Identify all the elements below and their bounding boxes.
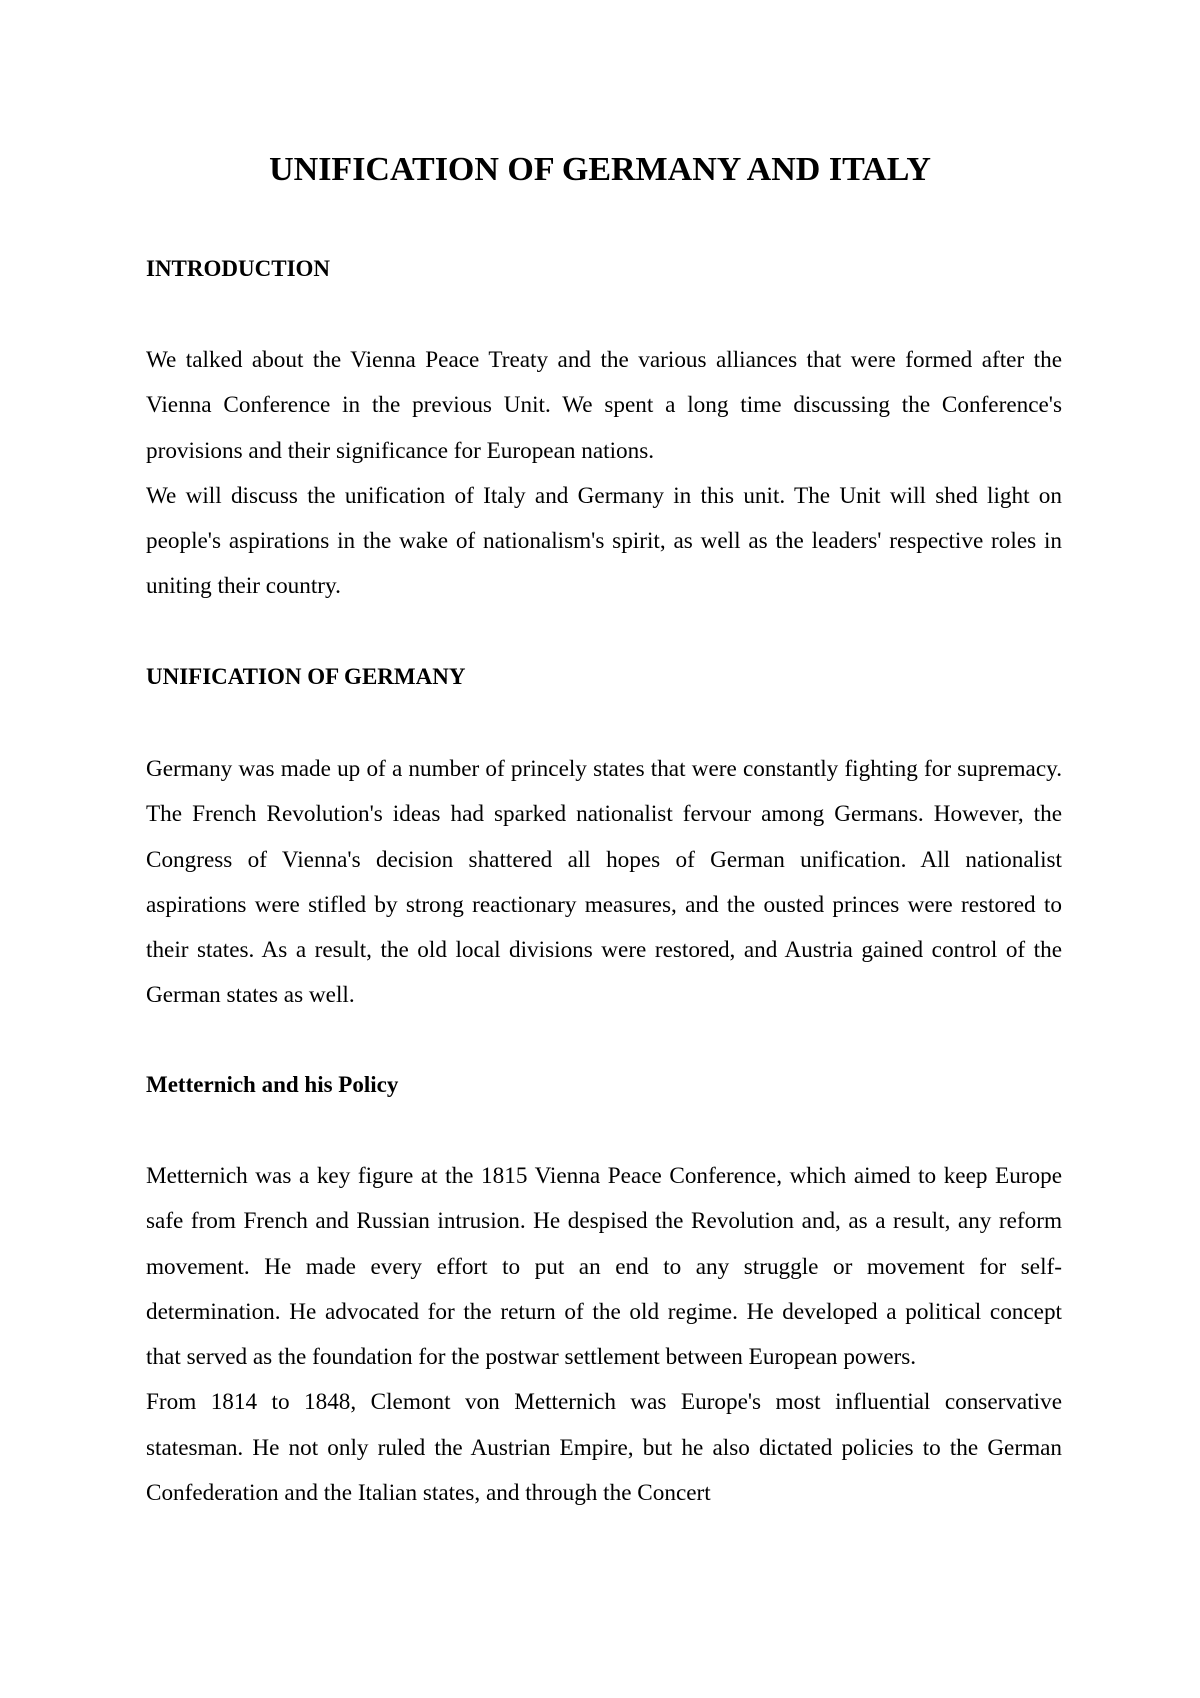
paragraph: Metternich was a key figure at the 1815 Vienna Peace Conference, which aimed to keep Europe safe from French and Russian intrusion. He despised the Revolution and, as a result, any reform movement. He made every effort to put an end to any struggle or movement for self-determination. He advocated for the return of the old regime. He developed a political concept that served as the foundation for the postwar settlement between European powers. bbox=[146, 1163, 1062, 1371]
section-heading-unification-of-germany: UNIFICATION OF GERMANY bbox=[146, 664, 466, 689]
section-body-metternich bbox=[146, 1154, 1062, 1516]
paragraph: From 1814 to 1848, Clemont von Metternich was Europe's most influential conservative statesman. He not only ruled the Austrian Empire, but he also dictated policies to the German Confederation and the Italian states, and through the Concert bbox=[146, 1389, 1062, 1507]
paragraph: We talked about the Vienna Peace Treaty and the various alliances that were formed after the Vienna Conference in the previous Unit. We spent a long time discussing the Conference's provisions and their significance for European nations. bbox=[146, 347, 1062, 464]
paragraph: We will discuss the unification of Italy and Germany in this unit. The Unit will shed light on people's aspirations in the wake of nationalism's spirit, as well as the leaders' respective roles in uniting their country. bbox=[146, 482, 1062, 600]
section-body-introduction bbox=[146, 338, 1062, 610]
document-title: UNIFICATION OF GERMANY AND ITALY bbox=[269, 151, 931, 188]
paragraph: Germany was made up of a number of princely states that were constantly fighting for supremacy. The French Revolution's ideas had sparked nationalist fervour among Germans. However, the Congress of Vienna's decision shattered all hopes of German unification. All nationalist aspirations were stifled by strong reactionary measures, and the ousted princes were restored to their states. As a result, the old local divisions were restored, and Austria gained control of the German states as well. bbox=[146, 756, 1062, 1009]
section-heading-introduction: INTRODUCTION bbox=[146, 256, 331, 281]
section-body-unification-of-germany bbox=[146, 747, 1062, 1019]
section-heading-metternich: Metternich and his Policy bbox=[146, 1072, 399, 1097]
